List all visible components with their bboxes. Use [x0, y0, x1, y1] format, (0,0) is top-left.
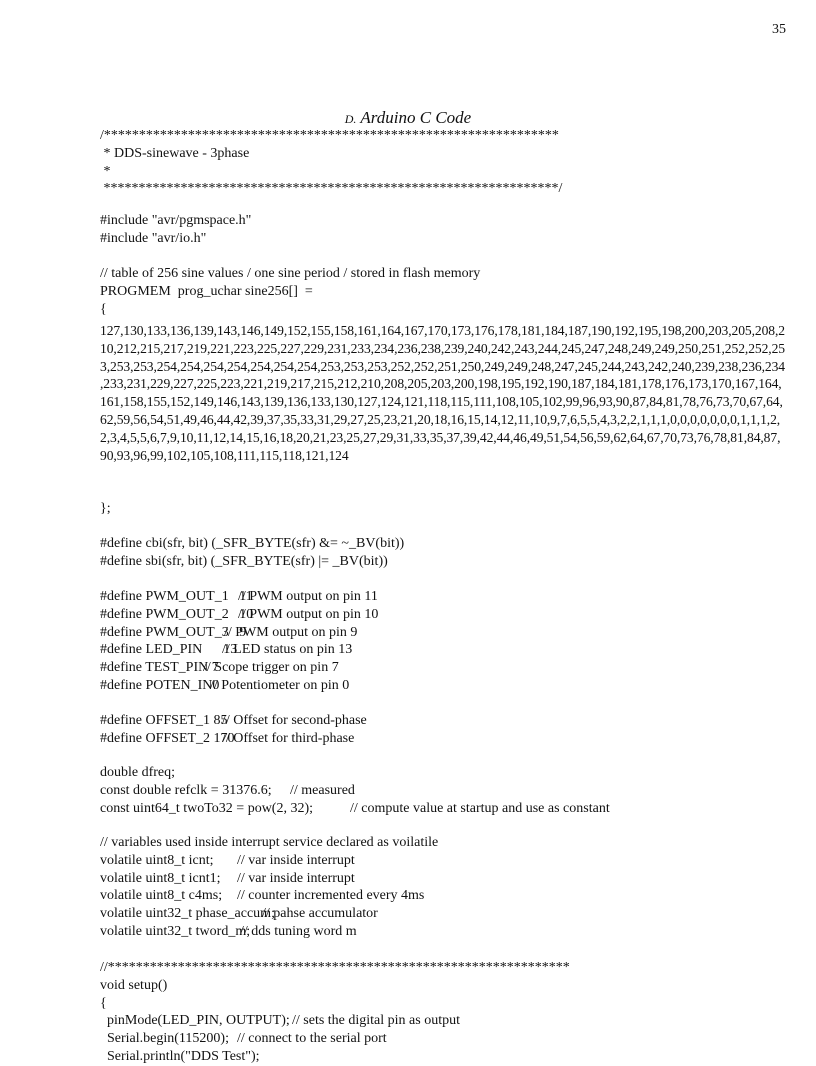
- code-line: [100, 730, 355, 748]
- code-line: [100, 283, 480, 301]
- code-text: double dfreq;: [100, 765, 176, 780]
- code-line: [100, 500, 111, 518]
- code-comment: // PWM output on pin 11: [238, 589, 378, 604]
- code-comment: // measured: [290, 782, 355, 798]
- code-text: /*****************************************************************: [100, 128, 559, 143]
- code-comment: // LED status on pin 13: [222, 642, 353, 658]
- code-line: [100, 163, 562, 181]
- code-text: pinMode(LED_PIN, OUTPUT);: [100, 1013, 290, 1029]
- code-comment: // var inside interrupt: [237, 852, 355, 868]
- code-comment: // Offset for second-phase: [222, 713, 367, 728]
- code-line: [100, 375, 785, 393]
- code-text: Serial.println("DDS Test");: [100, 1048, 260, 1064]
- code-text: volatile uint8_t c4ms;: [100, 888, 223, 904]
- code-text: *: [100, 163, 111, 179]
- code-comment: // compute value at startup and use as constant: [350, 800, 610, 816]
- code-line: [100, 1048, 570, 1066]
- code-line: [100, 340, 785, 358]
- code-line: [100, 429, 785, 447]
- code-text: #include "avr/pgmspace.h": [100, 213, 252, 228]
- code-text: #define PWM_OUT_3 9: [100, 624, 247, 640]
- code-line: [100, 145, 562, 163]
- code-text: #define cbi(sfr, bit) (_SFR_BYTE(sfr) &= ~_BV(bit)): [100, 536, 405, 551]
- code-text: * DDS-sinewave - 3phase: [100, 145, 250, 161]
- code-line: [100, 764, 313, 782]
- code-line: [100, 212, 251, 230]
- code-text: 62,59,56,54,51,49,46,44,42,39,37,35,33,31,29,27,25,23,21,20,18,16,15,14,12,11,10,9,7,6,5,5,4,3,2,2,1,1,1,0,0,0,0,0,0,0,1,1,1,2,: [100, 411, 781, 427]
- code-line: [100, 834, 438, 852]
- code-text: 10,212,215,217,219,221,223,225,227,229,231,233,234,236,238,239,240,242,243,244,245,247,248,249,249,250,251,252,252,25: [100, 340, 785, 356]
- code-text: 3,253,253,254,254,254,254,254,254,254,253,253,253,252,252,251,250,249,249,248,247,245,244,243,242,240,239,238,236,234: [100, 358, 785, 374]
- code-line: [100, 852, 438, 870]
- code-text: const double refclk = 31376.6;: [100, 782, 272, 798]
- code-text: const uint64_t twoTo32 = pow(2, 32);: [100, 800, 314, 816]
- macros: [100, 535, 404, 571]
- code-line: [100, 959, 570, 977]
- page-number: 35: [772, 22, 786, 37]
- code-line: [100, 624, 358, 642]
- section-letter: D.: [344, 112, 357, 126]
- code-text: volatile uint32_t tword_m;: [100, 923, 251, 939]
- table-end: [100, 500, 111, 518]
- offset-defines: [100, 712, 367, 748]
- code-line: [100, 641, 353, 659]
- code-text: #define PWM_OUT_2 10: [100, 606, 254, 622]
- globals: [100, 764, 610, 817]
- code-line: [100, 905, 438, 923]
- code-line: [100, 977, 570, 995]
- code-text: {: [100, 995, 107, 1011]
- setup: [100, 959, 570, 1066]
- code-line: [100, 887, 438, 905]
- code-text: void setup(): [100, 977, 168, 993]
- code-comment: // dds tuning word m: [240, 923, 357, 939]
- code-line: [100, 447, 785, 465]
- code-line: [100, 659, 339, 677]
- code-text: ,233,231,229,227,225,223,221,219,217,215,212,210,208,205,203,200,198,195,192,190,187,184,181,178,176,173,170,167,164,: [100, 376, 782, 392]
- pin-defines: [100, 588, 379, 695]
- code-text: Serial.begin(115200);: [100, 1031, 229, 1047]
- code-text: {: [100, 301, 107, 317]
- code-line: [100, 588, 378, 606]
- code-comment: // Potentiometer on pin 0: [210, 677, 350, 693]
- code-comment: // connect to the serial port: [237, 1031, 387, 1047]
- section-title: Arduino C Code: [360, 108, 472, 127]
- code-comment: // counter incremented every 4ms: [237, 888, 425, 904]
- table-decl: [100, 265, 480, 318]
- code-text: #define POTEN_IN0: [100, 677, 220, 693]
- code-line: [100, 322, 785, 340]
- code-line: [100, 301, 480, 319]
- code-text: #include "avr/io.h": [100, 230, 207, 246]
- code-line: [100, 393, 785, 411]
- code-text: 161,158,155,152,149,146,143,139,136,133,130,127,124,121,118,115,111,108,105,102,99,96,93,90,87,84,81,78,76,73,70,67,64,: [100, 394, 783, 410]
- code-text: #define OFFSET_1 85: [100, 713, 228, 728]
- code-text: volatile uint8_t icnt;: [100, 852, 214, 868]
- code-text: PROGMEM prog_uchar sine256[] =: [100, 283, 313, 299]
- code-line: [100, 535, 404, 553]
- code-text: #define sbi(sfr, bit) (_SFR_BYTE(sfr) |= _BV(bit)): [100, 553, 388, 569]
- volatiles: [100, 834, 438, 941]
- code-comment: // Scope trigger on pin 7: [203, 660, 339, 676]
- code-comment: // var inside interrupt: [237, 870, 355, 886]
- code-text: #define OFFSET_2 170: [100, 730, 235, 746]
- sine-table: [100, 322, 785, 464]
- code-comment: // Offset for third-phase: [222, 730, 355, 746]
- code-line: [100, 995, 570, 1013]
- code-line: [100, 923, 438, 941]
- code-text: // variables used inside interrupt service declared as voilatile: [100, 835, 439, 850]
- code-text: *****************************************************************/: [100, 181, 563, 197]
- code-text: volatile uint8_t icnt1;: [100, 870, 221, 886]
- code-text: #define LED_PIN 13: [100, 642, 238, 658]
- code-comment: // pahse accumulator: [262, 906, 378, 922]
- code-line: [100, 782, 355, 800]
- includes: [100, 212, 251, 248]
- code-text: #define TEST_PIN 7: [100, 660, 219, 676]
- code-text: 2,3,4,5,5,6,7,9,10,11,12,14,15,16,18,20,21,23,25,27,29,31,33,35,37,39,42,44,46,49,51,54,56,59,62,64,67,70,73,76,78,81,84,87,: [100, 429, 781, 445]
- code-line: [100, 553, 404, 571]
- code-text: #define PWM_OUT_1 11: [100, 589, 253, 604]
- code-comment: // PWM output on pin 10: [238, 606, 379, 622]
- code-line: [100, 411, 785, 429]
- code-text: 90,93,96,99,102,105,108,111,115,118,121,124: [100, 447, 349, 463]
- section-heading: [0, 108, 816, 128]
- code-line: [100, 180, 562, 198]
- code-line: [100, 1030, 570, 1048]
- code-line: [100, 606, 379, 624]
- code-line: [100, 712, 367, 730]
- code-line: [100, 265, 480, 283]
- code-line: [100, 677, 350, 695]
- code-text: };: [100, 501, 111, 516]
- code-text: volatile uint32_t phase_accum;: [100, 906, 275, 922]
- code-comment: // PWM output on pin 9: [224, 624, 358, 640]
- code-text: 127,130,133,136,139,143,146,149,152,155,158,161,164,167,170,173,176,178,181,184,187,190,192,195,198,200,203,205,208,2: [100, 323, 785, 338]
- code-comment: // sets the digital pin as output: [292, 1013, 460, 1029]
- code-line: [100, 800, 610, 818]
- code-line: [100, 358, 785, 376]
- code-line: [100, 870, 438, 888]
- code-line: [100, 127, 562, 145]
- code-line: [100, 230, 251, 248]
- header-comment: [100, 127, 562, 198]
- code-text: // table of 256 sine values / one sine period / stored in flash memory: [100, 266, 481, 281]
- code-line: [100, 1012, 570, 1030]
- code-text: //******************************************************************: [100, 960, 570, 975]
